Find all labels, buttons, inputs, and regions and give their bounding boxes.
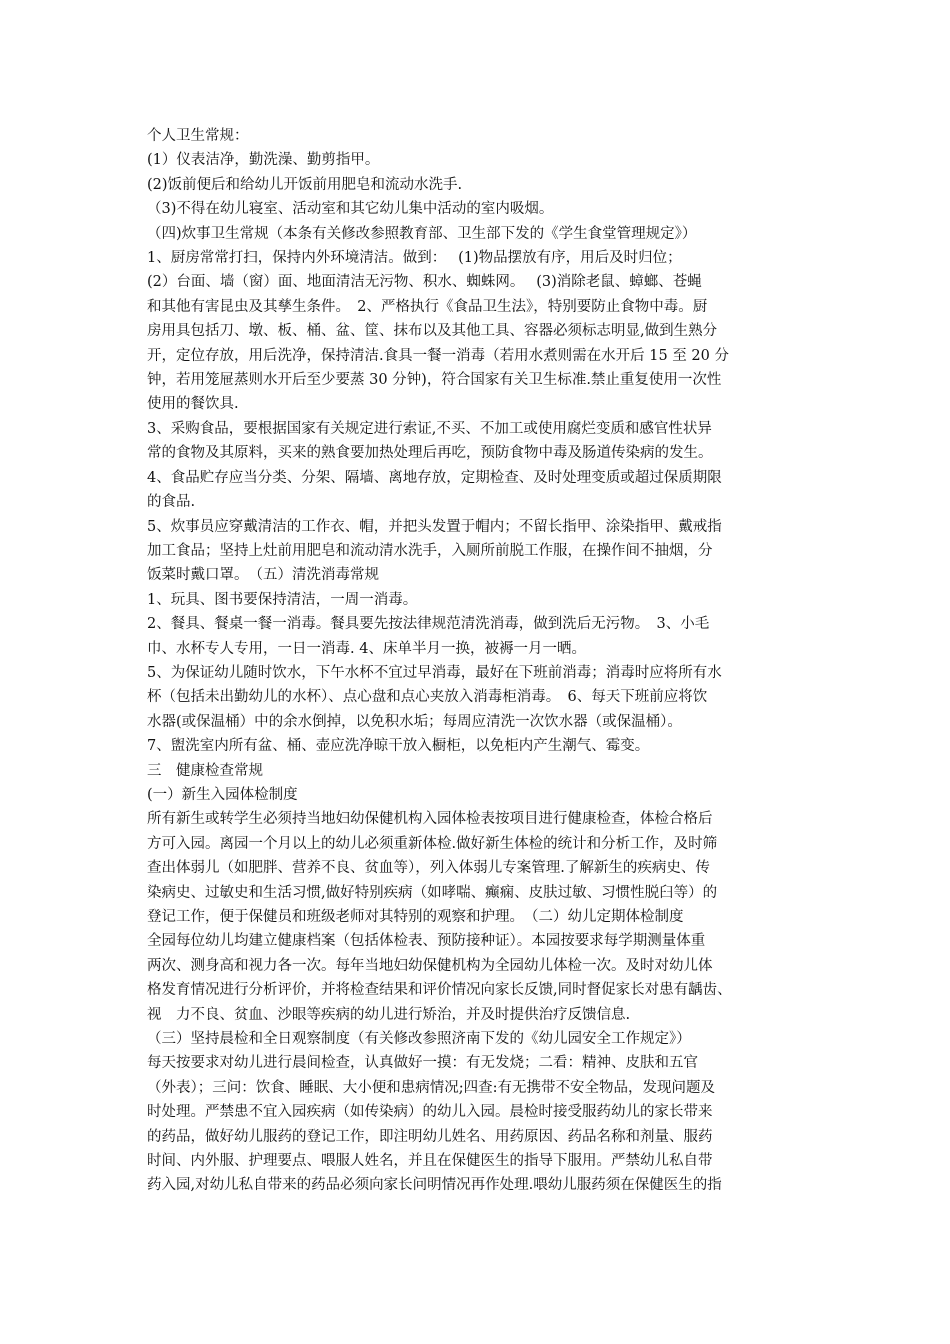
text-line: 常的食物及其原料，买来的熟食要加热处理后再吃，预防食物中毒及肠道传染病的发生。 — [147, 445, 713, 462]
text-line: （四)炊事卫生常规（本条有关修改参照教育部、卫生部下发的《学生食堂管理规定》） — [147, 225, 697, 242]
text-line: 视 力不良、贫血、沙眼等疾病的幼儿进行矫治，并及时提供治疗反馈信息. — [147, 1006, 631, 1023]
text-line: 所有新生或转学生必须持当地妇幼保健机构入园体检表按项目进行健康检查，体检合格后 — [147, 811, 713, 828]
text-line: 5、炊事员应穿戴清洁的工作衣、帽，并把头发置于帽内；不留长指甲、涂染指甲、戴戒指 — [147, 518, 722, 535]
text-line: 时处理。严禁患不宜入园疾病（如传染病）的幼儿入园。晨检时接受服药幼儿的家长带来 — [147, 1104, 713, 1121]
text-line: 三 健康检查常规 — [147, 762, 263, 779]
text-line: (一）新生入园体检制度 — [147, 786, 298, 803]
text-line: 5、为保证幼儿随时饮水，下午水杯不宜过早消毒，最好在下班前消毒；消毒时应将所有水 — [147, 664, 722, 681]
text-line: 两次、测身高和视力各一次。每年当地妇幼保健机构为全园幼儿体检一次。及时对幼儿体 — [147, 957, 713, 974]
text-line: （3)不得在幼儿寝室、活动室和其它幼儿集中活动的室内吸烟。 — [147, 201, 554, 218]
text-line: (2)饭前便后和给幼儿开饭前用肥皂和流动水洗手. — [147, 176, 463, 193]
text-line: 全园每位幼儿均建立健康档案（包括体检表、预防接种证）。本园按要求每学期测量体重 — [147, 933, 706, 950]
text-line: 加工食品；坚持上灶前用肥皂和流动清水洗手，入厕所前脱工作服，在操作间不抽烟，分 — [147, 542, 713, 559]
text-line: 药入园,对幼儿私自带来的药品必须向家长问明情况再作处理.喂幼儿服药须在保健医生的指 — [147, 1177, 722, 1194]
text-line: 房用具包括刀、墩、板、桶、盆、筐、抹布以及其他工具、容器必须标志明显,做到生熟分 — [147, 323, 718, 340]
text-line: （三）坚持晨检和全日观察制度（有关修改参照济南下发的《幼儿园安全工作规定》） — [147, 1031, 691, 1048]
text-line: （外表）；三问：饮食、睡眠、大小便和患病情况;四查:有无携带不安全物品，发现问题及 — [147, 1079, 716, 1096]
text-line: 杯（包括未出勤幼儿的水杯）、点心盘和点心夹放入消毒柜消毒。 6、每天下班前应将饮 — [147, 689, 708, 706]
text-line: 格发育情况进行分析评价，并将检查结果和评价情况向家长反馈,同时督促家长对患有龋齿、 — [147, 982, 732, 999]
text-line: 1、厨房常常打扫，保持内外环境清洁。做到： (1)物品摆放有序，用后及时归位； — [147, 250, 682, 267]
text-line: 2、餐具、餐桌一餐一消毒。餐具要先按法律规范清洗消毒，做到洗后无污物。 3、小毛 — [147, 616, 710, 633]
text-line: 的食品. — [147, 494, 196, 511]
text-line: 钟，若用笼屉蒸则水开后至少要蒸 30 分钟)，符合国家有关卫生标准.禁止重复使用一次性 — [147, 372, 722, 389]
text-line: (2）台面、墙（窗）面、地面清洁无污物、积水、蜘蛛网。 (3)消除老鼠、蟑螂、苍蝇 — [147, 274, 702, 291]
text-line: 开，定位存放，用后洗净，保持清洁.食具一餐一消毒（若用水煮则需在水开后 15 至 20 分 — [147, 347, 729, 364]
text-line: 和其他有害昆虫及其孳生条件。 2、严格执行《食品卫生法》，特别要防止食物中毒。厨 — [147, 298, 708, 315]
text-line: 方可入园。离园一个月以上的幼儿必须重新体检.做好新生体检的统计和分析工作，及时筛 — [147, 835, 718, 852]
text-line: 饭菜时戴口罩。 （五）清洗消毒常规 — [147, 567, 379, 584]
text-line: 个人卫生常规： — [147, 128, 249, 144]
text-line: 时间、内外服、护理要点、喂服人姓名，并且在保健医生的指导下服用。严禁幼儿私自带 — [147, 1153, 713, 1170]
text-line: 每天按要求对幼儿进行晨间检查，认真做好一摸：有无发烧；二看：精神、皮肤和五官 — [147, 1055, 698, 1072]
text-line: 水器(或保温桶）中的余水倒掉，以免积水垢；每周应清洗一次饮水器（或保温桶）。 — [147, 713, 682, 730]
text-line: 使用的餐饮具. — [147, 396, 239, 413]
text-line: 7、盥洗室内所有盆、桶、壶应洗净晾干放入橱柜，以免柜内产生潮气、霉变。 — [147, 738, 650, 755]
text-line: 的药品，做好幼儿服药的登记工作，即注明幼儿姓名、用药原因、药品名称和剂量、服药 — [147, 1128, 713, 1145]
text-line: 登记工作，便于保健员和班级老师对其特别的观察和护理。 （二）幼儿定期体检制度 — [147, 909, 684, 925]
text-line: 4、食品贮存应当分类、分架、隔墙、离地存放，定期检查、及时处理变质或超过保质期限 — [147, 469, 722, 486]
text-line: 1、玩具、图书要保持清洁，一周一消毒。 — [147, 591, 418, 608]
text-line: 3、采购食品，要根据国家有关规定进行索证,不买、不加工或使用腐烂变质和感官性状异 — [147, 420, 712, 437]
document-body — [147, 124, 810, 1198]
text-line: (1）仪表洁净，勤洗澡、勤剪指甲。 — [147, 152, 380, 169]
text-line: 查出体弱儿（如肥胖、营养不良、贫血等），列入体弱儿专案管理.了解新生的疾病史、传 — [147, 860, 710, 877]
text-line: 巾、水杯专人专用，一日一消毒. 4、床单半月一换，被褥一月一晒。 — [147, 640, 586, 657]
text-line: 染病史、过敏史和生活习惯,做好特别疾病（如哮喘、癫痫、皮肤过敏、习惯性脱臼等）的 — [147, 884, 718, 901]
